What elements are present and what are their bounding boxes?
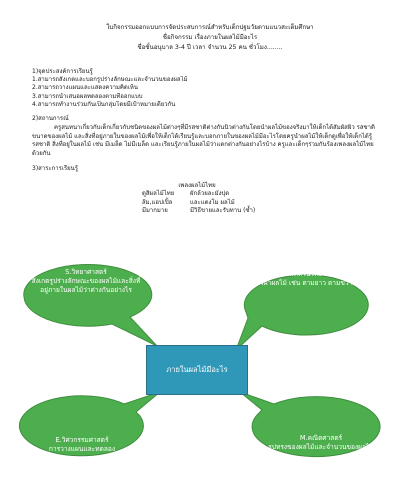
technology-title: T.เทคโนโลยี	[286, 270, 322, 278]
process-paragraph: ครูสนทนาเกี่ยวกับเด็กเกี่ยวกับชนิดของผลไม้ต่างๆที่มีรสชาติต่างกันนิวต่างกันโดยนำผลไม้ของจริงมาให้เด็กได้สัมผัสผิว รสชาติ ขนาดของผลไม้ และสิ่งที่อยู่ภายในของผลไม้เพื่อให้เด็กได้เรียนรู้และบอกภายในของผลไม้มีอะไรโดยครูนำผลไม้ให้เด็กดูเพื่อให้เด็กได้รู้รสชาติ สิ่งที่อยู่ในผลไม้ เช่น มีเมล็ด ไม่มีเมล็ด และเรียนรู้ภายในผลไม้ว่าแตกต่างกันอย่างไรบ้าง ครูและเด็กๆร่วมกันร้องเพลงผลไม้ไทย ด้วยกัน	[32, 124, 375, 157]
science-title: S.วิทยาศาสตร์	[65, 268, 107, 276]
engineering-description: การวางแผนและทดลอง	[48, 445, 116, 453]
song-line-left: มีมากมาย	[142, 207, 168, 215]
central-topic: ภายในผลไม้มีอะไร	[146, 345, 248, 395]
engineering-title: E.วิศวกรรมศาสตร์	[55, 436, 109, 444]
activity-name: ชื่อกิจกรรม เรื่องภายในผลไม้มีอะไร	[162, 34, 258, 41]
class-info: ชื่อชั้นอนุบาล 3-4 ปี เวลา จำนวน 25 คน ชั่วโมง........	[137, 44, 283, 51]
song-line-right: มีวิธีขายและรับทาน (ซ้ำ)	[190, 207, 256, 215]
science-bubble-text	[30, 268, 142, 295]
objectives-heading: 1)จุดประสงค์การเรียนรู้	[32, 68, 93, 75]
sheet-title: ใบกิจกรรมออกแบบการจัดประสบการณ์สำหรับเด็กปฐมวัยตามแนวสะเต็มศึกษา	[106, 24, 314, 31]
science-description: สังเกตรูปร่างลักษณะของผลไม้และสิ่งที่อยู่ภายในผลไม้ว่าต่างกันอย่างไร	[31, 277, 141, 294]
process-heading: 2)สถานการณ์	[32, 115, 69, 122]
math-bubble-text	[264, 434, 378, 452]
technology-description: การผ่าผลไม้ เช่น ตามยาว ตามขวาง	[252, 279, 356, 287]
objective-item: 3.สามารถนำเสนอผลทดลองตามที่ออกแบบ	[32, 92, 143, 100]
objective-item: 2.สามารถวางแผนและแสดงความคิดเห็น	[32, 84, 138, 92]
song-title: เพลงผลไม้ไทย	[178, 182, 216, 189]
song-line-right: ผักล้วยละมังปุด	[190, 190, 230, 198]
objective-item: 1.สามารถสังเกตและบอกรูปร่างลักษณะและจำนวนของผลไม้	[32, 76, 188, 84]
song-line-right: และแตงโม ผลไม้	[190, 198, 235, 206]
song-line-left: ส้ม,แอปเปิ้ล	[142, 198, 173, 206]
song-line-left: ดูสิผลไม้ไทย	[142, 190, 175, 198]
learning-heading: 3)สาระการเรียนรู้	[32, 165, 78, 172]
math-description: รูปทรงของผลไม้และจำนวนของผลไม้	[268, 443, 374, 451]
objective-item: 4.สามารถทำงานร่วมกันเป็นกลุ่มโดยมีเป้าหมายเดียวกัน	[32, 100, 176, 108]
engineering-bubble-text	[26, 436, 138, 454]
math-title: M.คณิตศาสตร์	[299, 434, 343, 442]
technology-bubble-text	[250, 270, 358, 288]
